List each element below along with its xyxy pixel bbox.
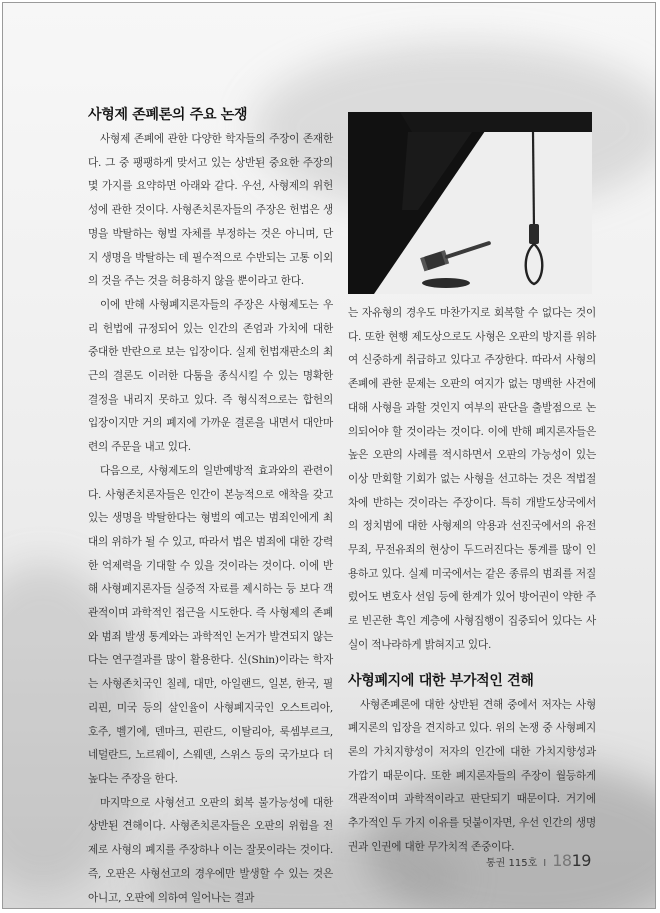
issue-number: 통권 115호 — [486, 858, 538, 869]
paragraph: 이에 반해 사형폐지론자들의 주장은 사형제도는 우리 헌법에 규정되어 있는 인간의 존엄과 가치에 대한 중대한 반란으로 보는 입장이다. 실제 헌법재판소의 최근의 결론도 이러한 다툼을 종식시킬 수 있는 명확한 결정을 내리지 못하고 있다. 즉 형식적으로는 합헌의 입장이지만 거의 폐지에 가까운 결론을 내면서 대안마련의 주문을 내고 있다. — [88, 298, 333, 454]
gallows-beam — [400, 112, 592, 132]
page-number-left: 18 — [552, 851, 572, 870]
page-numbers — [552, 851, 591, 870]
gallows-illustration — [348, 112, 592, 294]
right-column — [348, 302, 596, 859]
section-heading-additional-view: 사형폐지에 대한 부가적인 견해 — [348, 672, 534, 689]
footer-separator: I — [543, 858, 547, 869]
rope — [533, 132, 534, 230]
paragraph: 마지막으로 사형선고 오판의 회복 불가능성에 대한 상반된 견해이다. 사형존치론자들은 오판의 위험을 전제로 사형의 폐지를 주장하나 이는 잘못이라는 것이다. 즉, 오판은 사형선고의 경우에만 발생할 수 있는 것은 아니고, 오판에 의하여 일어나는 결과 — [88, 796, 333, 904]
page-number-right: 19 — [571, 851, 591, 870]
rope-knot — [529, 224, 539, 244]
page-footer — [486, 851, 591, 870]
gavel-base — [422, 278, 470, 288]
paragraph: 다음으로, 사형제도의 일반예방적 효과와의 관련이다. 사형존치론자들은 인간이 본능적으로 애착을 갖고 있는 생명을 박탈한다는 형벌의 예고는 범죄인에게 최대의 위하가 될 수 있고, 따라서 법은 범죄에 대한 강력한 억제력을 기대할 수 있을 것이라는 것이다. 이에 반해 사형폐지론자들 실증적 자료를 제시하는 등 보다 객관적이며 과학적인 접근을 시도한다. 즉 사형제의 존폐와 범죄 발생 통계와는 과학적인 논거가 발견되지 않는다는 연구결과를 많이 활용한다. 신(Shin)이라는 학자는 사형존치국인 칠레, 대만, 아일랜드, 일본, 한국, 필리핀, 미국 등의 살인율이 사형폐지국인 오스트리아, 호주, 벨기에, 덴마크, 핀란드, 이탈리아, 룩셈부르크, 네덜란드, 노르웨이, 스웨덴, 스위스 등의 국가보다 더 높다는 주장을 한다. — [88, 464, 333, 785]
paragraph: 는 자유형의 경우도 마찬가지로 회복할 수 없다는 것이다. 또한 현행 제도상으로도 사형은 오판의 방지를 위하여 신중하게 취급하고 있다고 주장한다. 따라서 사형의 존폐에 관한 문제는 오판의 여지가 없는 명백한 사건에 대해 사형을 과할 것인지 여부의 판단을 출발점으로 논의되어야 할 것이라는 것이다. 이에 반해 폐지론자들은 높은 오판의 사례를 적시하면서 오판의 가능성이 있는 이상 만회할 기회가 없는 사형을 선고하는 것은 적법절차에 반하는 것이라는 주장이다. 특히 개발도상국에서의 정치범에 대한 사형제의 악용과 선진국에서의 유전무죄, 무전유죄의 현상이 두드러진다는 통계를 많이 인용하고 있다. 실제 미국에서는 같은 종류의 범죄를 저질렀어도 변호사 선임 등에 한계가 있어 방어권이 약한 주로 빈곤한 흑인 계층에 사형집행이 집중되어 있다는 사실이 적나라하게 밝혀지고 있다. — [348, 307, 596, 651]
left-column — [88, 104, 333, 910]
paragraph: 사형존폐론에 대한 상반된 견해 중에서 저자는 사형폐지론의 입장을 견지하고 있다. 위의 논쟁 중 사형폐지론의 가치지향성이 저자의 인간에 대한 가치지향성과 가깝기 때문이다. 또한 폐지론자들의 주장이 월등하게 객관적이며 과학적이라고 판단되기 때문이다. 거기에 추가적인 두 가지 이유를 덧붙이자면, 우선 인간의 생명권과 인권에 대한 무가치적 존중이다. — [348, 698, 596, 853]
section-heading-main-debate: 사형제 존폐론의 주요 논쟁 — [88, 107, 248, 123]
paragraph: 사형제 존폐에 관한 다양한 학자들의 주장이 존재한다. 그 중 팽팽하게 맞서고 있는 상반된 중요한 주장의 몇 가지를 요약하면 아래와 같다. 우선, 사형제의 위헌성에 관한 것이다. 사형존치론자들의 주장은 헌법은 생명을 박탈하는 형벌 자체를 부정하는 것은 아니며, 단지 생명을 박탈하는 데 필수적으로 수반되는 고통 이외의 것을 주는 것을 허용하지 않을 뿐이라고 한다. — [88, 133, 333, 288]
gallows-drawing — [348, 112, 592, 294]
